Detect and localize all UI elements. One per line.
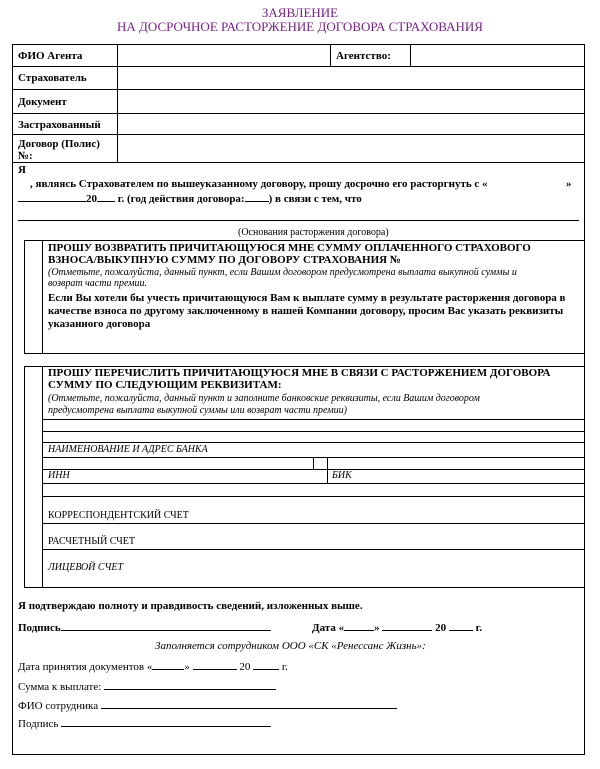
- date-day-field[interactable]: [344, 620, 374, 631]
- insurer-label: Страхователь: [18, 72, 87, 84]
- received-day-field[interactable]: [152, 659, 184, 670]
- date-year-field[interactable]: [449, 620, 473, 631]
- corr-account-field[interactable]: [43, 497, 584, 522]
- contract-year-blank[interactable]: [245, 191, 269, 202]
- insurer-field[interactable]: [118, 67, 584, 88]
- return-checkbox[interactable]: [25, 241, 41, 353]
- employee-row: [18, 698, 397, 712]
- return-heading-2: ВЗНОСА/ВЫКУПНУЮ СУММУ ПО ДОГОВОРУ СТРАХОВАНИЯ №: [48, 254, 401, 266]
- policy-label: Договор (Полис): [18, 138, 100, 150]
- received-year-suffix: г.: [281, 661, 288, 673]
- date-mid: »: [374, 622, 380, 634]
- return-body-3: указанного договора: [48, 318, 151, 330]
- inn-field[interactable]: [43, 470, 313, 482]
- form-subtitle: НА ДОСРОЧНОЕ РАСТОРЖЕНИЕ ДОГОВОРА СТРАХОВАНИЯ: [117, 19, 483, 34]
- amount-row: [18, 679, 276, 693]
- policy-number-label: №:: [18, 150, 33, 162]
- reason-intro: ) в связи с тем, что: [268, 193, 362, 205]
- bank-field[interactable]: [43, 443, 584, 456]
- statement-line2: [18, 191, 362, 205]
- statement-line1: , являясь Страхователем по вышеуказанному договору, прошу досрочно его расторгнуть с «: [30, 178, 488, 190]
- date-month-field[interactable]: [382, 620, 432, 631]
- date-received-row: [18, 659, 288, 673]
- divider: [313, 457, 314, 469]
- staff-signature-field[interactable]: [61, 716, 271, 727]
- signature-label: Подпись: [18, 622, 61, 634]
- transfer-note-2: предусмотрена выплата выкупной суммы или возврат части премии): [48, 405, 347, 416]
- received-date-mid: »: [184, 661, 190, 673]
- document-label: Документ: [18, 96, 67, 108]
- insured-label: Застрахованный: [18, 119, 101, 131]
- confirm-text: Я подтверждаю полноту и правдивость сведений, изложенных выше.: [18, 600, 363, 612]
- received-month-field[interactable]: [193, 659, 237, 670]
- date-row: [312, 620, 482, 634]
- return-heading-1: ПРОШУ ВОЗВРАТИТЬ ПРИЧИТАЮЩУЮСЯ МНЕ СУММУ ОПЛАЧЕННОГО СТРАХОВОГО: [48, 242, 531, 254]
- form-title: ЗАЯВЛЕНИЕ: [261, 5, 339, 20]
- amount-field[interactable]: [104, 679, 276, 690]
- staff-signature-label: Подпись: [18, 718, 59, 730]
- bank-label: НАИМЕНОВАНИЕ И АДРЕС БАНКА: [48, 444, 208, 455]
- transfer-heading-2: СУММУ ПО СЛЕДУЮЩИМ РЕКВИЗИТАМ:: [48, 379, 282, 391]
- bik-field[interactable]: [328, 470, 584, 482]
- reasons-caption: (Основания расторжения договора): [238, 227, 389, 238]
- staff-caption: Заполняется сотрудником ООО «СК «Ренессанс Жизнь»:: [155, 640, 426, 652]
- year-suffix: г.: [475, 622, 483, 634]
- signature-field[interactable]: [61, 620, 271, 631]
- agency-field[interactable]: [411, 45, 584, 65]
- settlement-account-field[interactable]: [43, 524, 584, 548]
- personal-account-label: ЛИЦЕВОЙ СЧЕТ: [48, 562, 124, 573]
- transfer-heading-1: ПРОШУ ПЕРЕЧИСЛИТЬ ПРИЧИТАЮЩУЮСЯ МНЕ В СВЯЗИ С РАСТОРЖЕНИЕМ ДОГОВОРА: [48, 367, 551, 379]
- transfer-checkbox[interactable]: [25, 367, 41, 419]
- year-blank[interactable]: [97, 191, 115, 202]
- year-prefix: 20: [435, 622, 447, 634]
- transfer-note-1: (Отметьте, пожалуйста, данный пункт и заполните банковские реквизиты, если Вашим договором: [48, 393, 480, 404]
- employee-label: ФИО сотрудника: [18, 700, 99, 712]
- amount-label: Сумма к выплате:: [18, 681, 102, 693]
- document-field[interactable]: [118, 90, 584, 112]
- return-body-2: качестве взноса по другому заключенному в нашей Компании договору, просим Вас указать реквизиты: [48, 305, 564, 317]
- return-note-1: (Отметьте, пожалуйста, данный пункт, если Вашим договором предусмотрена выплата выкупной суммы и: [48, 267, 517, 278]
- divider: [12, 162, 585, 163]
- date-label: Дата «: [312, 622, 345, 634]
- divider: [42, 419, 585, 420]
- year-prefix: 20: [86, 193, 97, 205]
- insured-field[interactable]: [118, 114, 584, 133]
- reason-line: [18, 220, 579, 221]
- agent-name-label: ФИО Агента: [18, 50, 83, 62]
- return-body-1: Если Вы хотели бы учесть причитающуюся Вам к выплате сумму в результате расторжения договора в: [48, 292, 566, 304]
- statement-line1-end: »: [566, 178, 572, 190]
- inn-label: ИНН: [48, 470, 70, 481]
- statement-ya: Я: [18, 164, 26, 176]
- received-year-prefix: 20: [239, 661, 251, 673]
- bik-label: БИК: [332, 470, 352, 481]
- employee-field[interactable]: [101, 698, 397, 709]
- date-received-label: Дата принятия документов «: [18, 661, 153, 673]
- corr-account-label: КОРРЕСПОНДЕНТСКИЙ СЧЕТ: [48, 510, 189, 521]
- day-month-blank[interactable]: [18, 191, 86, 202]
- policy-field[interactable]: [118, 135, 584, 161]
- staff-signature-row: [18, 716, 271, 730]
- settlement-account-label: РАСЧЕТНЫЙ СЧЕТ: [48, 536, 135, 547]
- signature-row: [18, 620, 271, 634]
- year-suffix-text: г. (год действия договора:: [117, 193, 245, 205]
- personal-account-field[interactable]: [43, 550, 584, 587]
- divider: [330, 44, 331, 66]
- received-year-field[interactable]: [253, 659, 279, 670]
- agency-label: Агентство:: [336, 50, 391, 62]
- return-note-2: возврат части премии.: [48, 278, 148, 289]
- divider: [42, 431, 585, 432]
- agent-name-field[interactable]: [118, 45, 329, 65]
- divider: [42, 483, 585, 484]
- divider: [42, 240, 43, 354]
